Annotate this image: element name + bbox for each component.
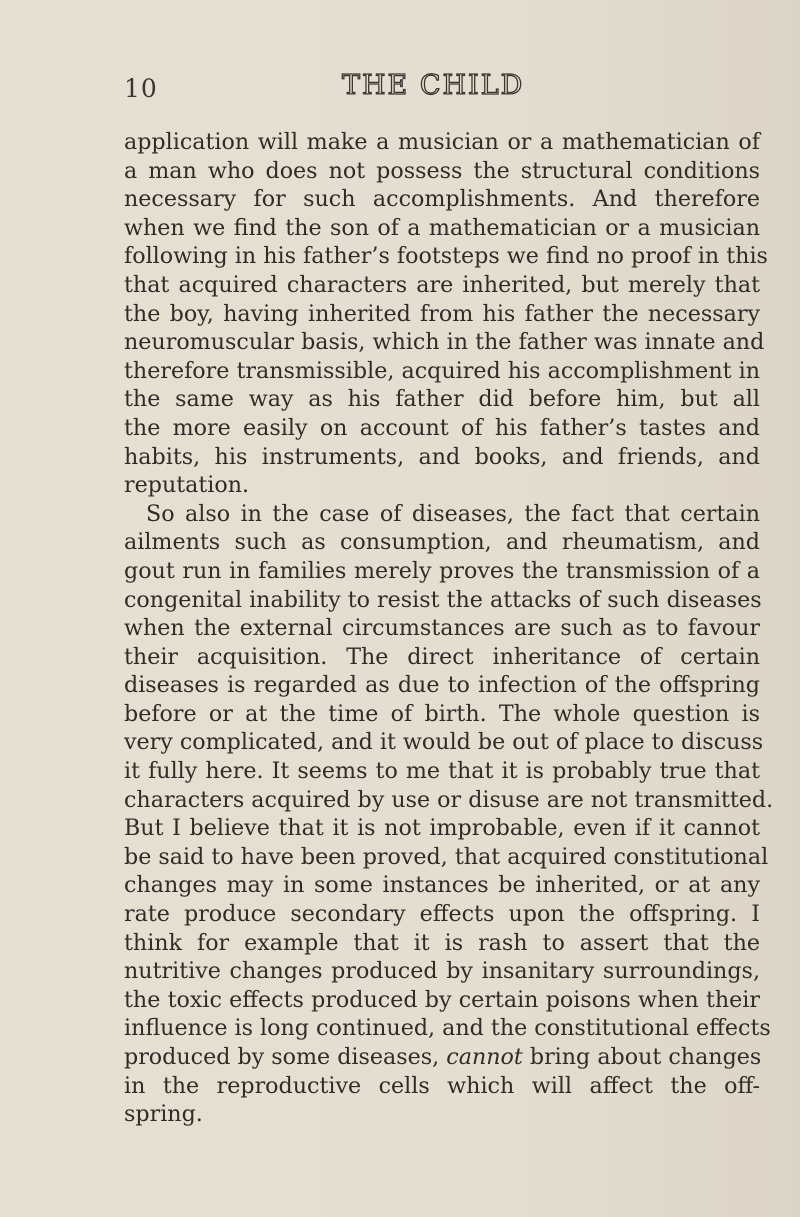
text-line: a man who does not possess the structural conditions [124,157,760,184]
text-line: when we find the son of a mathematician or a musician [124,214,760,241]
text-line: their acquisition. The direct inheritance of certain [124,643,760,670]
text-line: before or at the time of birth. The whole question is [124,700,760,727]
text-line: spring. [124,1101,203,1128]
page-number: 10 [124,74,158,103]
text-line: neuromuscular basis, which in the father was innate and [124,329,765,356]
text-line: when the external circumstances are such as to favour [124,615,760,642]
text-line: gout run in families merely proves the transmission of a [124,557,760,584]
text-line: changes may in some instances be inherited, or at any [124,872,760,899]
text-line: But I believe that it is not improbable, even if it cannot [124,815,760,842]
text-line: that acquired characters are inherited, but merely that [124,271,760,298]
text-line: very complicated, and it would be out of place to discuss [124,729,764,756]
text-line: ailments such as consumption, and rheumatism, and [124,529,760,556]
body-text [124,128,774,1129]
text-line: the same way as his father did before him, but all [124,386,760,413]
text-line: congenital inability to resist the attacks of such diseases [124,586,762,613]
text-line: reputation. [124,472,250,499]
text-line: in the reproductive cells which will affect the off- [124,1072,760,1099]
text-line: think for example that it is rash to assert that the [124,929,760,956]
text-line: nutritive changes produced by insanitary surroundings, [124,958,760,985]
text-line: application will make a musician or a mathematician of [124,129,760,155]
text-line: characters acquired by use or disuse are not transmitted. [124,786,774,813]
text-line: habits, his instruments, and books, and friends, and [124,443,760,470]
text-line: necessary for such accomplishments. And therefore [124,186,760,213]
text-line: following in his father’s footsteps we find no proof in this [124,243,768,270]
text-line: be said to have been proved, that acquired constitutional [124,843,769,870]
text-line: therefore transmissible, acquired his accomplishment in [124,357,760,384]
text-line: diseases is regarded as due to infection of the offspring [124,672,760,699]
italic-emphasis: cannot [446,1044,523,1070]
page-header [124,70,684,114]
text-segment: produced by some diseases, [124,1044,440,1070]
running-title: THE CHILD [342,70,525,101]
text-line: the boy, having inherited from his father the necessary [124,300,760,327]
text-line: rate produce secondary effects upon the offspring. I [124,901,760,928]
text-line [124,1043,760,1072]
text-line: the toxic effects produced by certain poisons when their [124,986,760,1013]
text-line: it fully here. It seems to me that it is probably true that [124,758,760,785]
paragraph-start-line: So also in the case of diseases, the fact that certain [146,500,760,527]
text-line: the more easily on account of his father’s tastes and [124,414,760,441]
text-segment: bring about changes [522,1044,762,1070]
text-line: influence is long continued, and the constitutional effects [124,1015,771,1042]
